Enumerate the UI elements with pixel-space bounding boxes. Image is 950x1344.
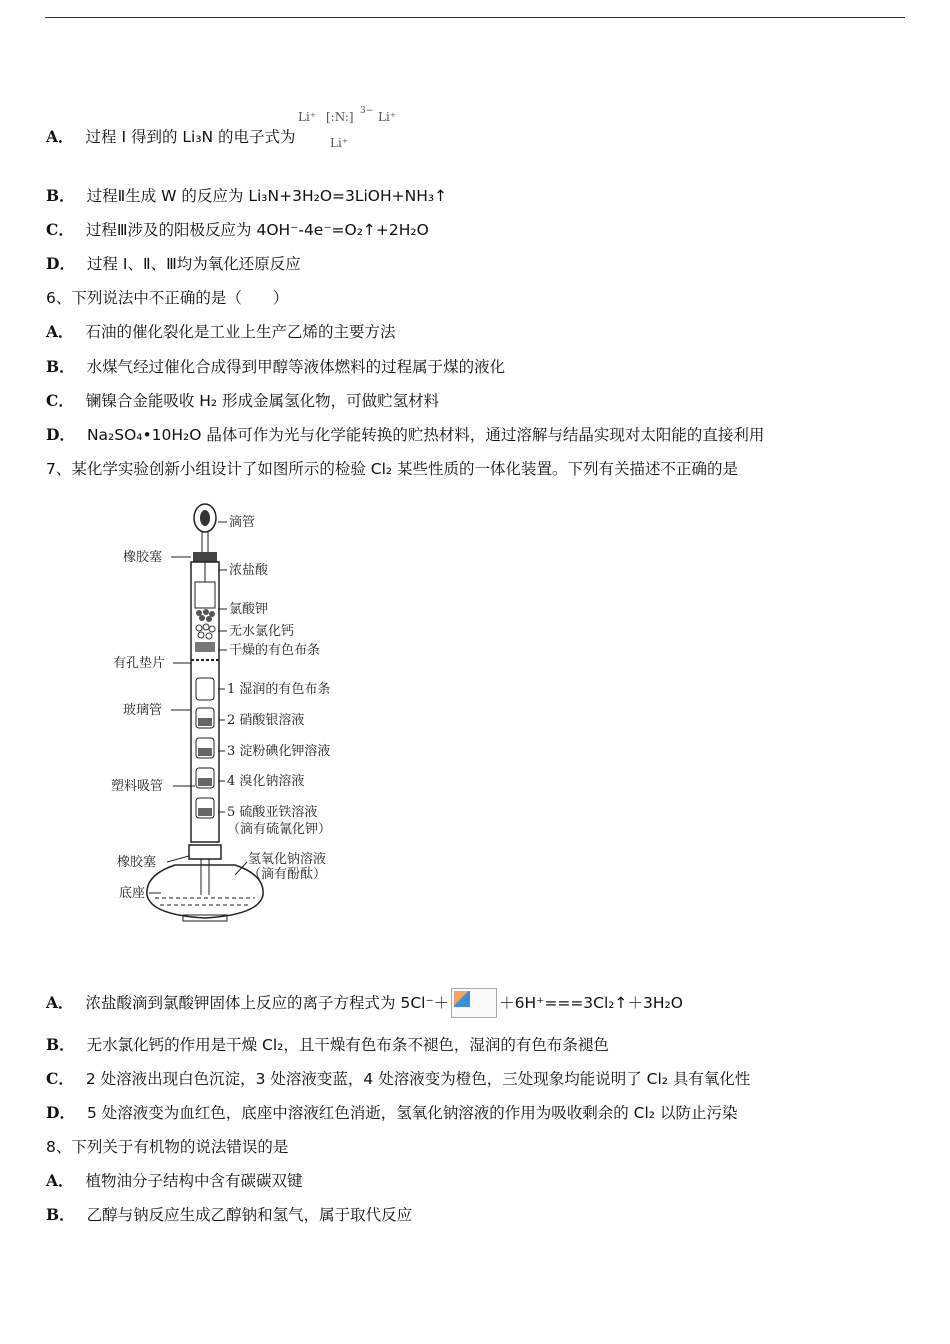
option-label: A． <box>46 322 74 341</box>
option-label: C． <box>46 391 74 410</box>
label-wet-cloth: 1 湿润的有色布条 <box>227 682 331 697</box>
option-text: 过程Ⅱ生成 W 的反应为 Li₃N+3H₂O=3LiOH+NH₃↑ <box>86 187 448 205</box>
chlorine-apparatus-figure <box>105 500 365 930</box>
option-text: 过程Ⅲ涉及的阳极反应为 4OH⁻-4e⁻=O₂↑+2H₂O <box>85 221 429 239</box>
header-rule <box>45 17 905 18</box>
q5-option-b <box>46 186 447 206</box>
label-naoh: 氢氧化钠溶液 <box>248 852 327 867</box>
q7-option-c <box>46 1069 750 1089</box>
option-label: B． <box>46 1205 75 1224</box>
label-feso4: 5 硫酸亚铁溶液 <box>227 805 318 820</box>
q8-option-b <box>46 1205 412 1225</box>
option-text-part2: ＋6H⁺===3Cl₂↑＋3H₂O <box>499 994 683 1012</box>
kclo3-granules <box>196 609 215 622</box>
q8-stem <box>46 1137 288 1157</box>
q7-option-d <box>46 1103 737 1123</box>
label-nabr: 4 溴化钠溶液 <box>227 774 305 789</box>
label-rubber-stopper-bottom: 橡胶塞 <box>117 855 157 870</box>
bottom-stopper <box>189 845 221 859</box>
label-dropper: 滴管 <box>229 515 256 530</box>
label-plastic-straw: 塑料吸管 <box>111 779 164 794</box>
option-text: 过程 I、Ⅱ、Ⅲ均为氧化还原反应 <box>86 255 301 273</box>
q6-option-b <box>46 357 505 377</box>
option-text: 无水氯化钙的作用是干燥 Cl₂，且干燥有色布条不褪色，湿润的有色布条褪色 <box>86 1036 609 1054</box>
question-stem: 7、某化学实验创新小组设计了如图所示的检验 Cl₂ 某些性质的一体化装置。下列有关描述不正确的是 <box>46 460 739 478</box>
q5-option-c <box>46 220 429 240</box>
label-perforated-pad: 有孔垫片 <box>113 656 166 671</box>
q7-option-a <box>46 988 683 1018</box>
option-text-part1: 浓盐酸滴到氯酸钾固体上反应的离子方程式为 5Cl⁻＋ <box>85 994 450 1012</box>
option-text: 镧镍合金能吸收 H₂ 形成金属氢化物，可做贮氢材料 <box>85 392 440 410</box>
option-label: D． <box>46 1103 75 1122</box>
q5-option-d <box>46 254 301 274</box>
option-text: 2 处溶液出现白色沉淀，3 处溶液变蓝，4 处溶液变为橙色，三处现象均能说明了 Cl₂ 具有氧化性 <box>85 1070 751 1088</box>
label-conc-hcl: 浓盐酸 <box>229 563 269 578</box>
option-label: C． <box>46 1069 74 1088</box>
label-base: 底座 <box>119 886 146 901</box>
q6-option-d <box>46 425 764 445</box>
label-rubber-stopper-top: 橡胶塞 <box>123 550 163 565</box>
option-label: D． <box>46 254 75 273</box>
q8-option-a <box>46 1171 303 1191</box>
base-flask <box>147 865 263 918</box>
option-text: 过程 I 得到的 Li₃N 的电子式为 <box>85 128 296 146</box>
option-label: B． <box>46 186 75 205</box>
question-stem: 8、下列关于有机物的说法错误的是 <box>46 1138 289 1156</box>
formula-li-bottom: Li⁺ <box>330 136 349 150</box>
question-stem: 6、下列说法中不正确的是（ ） <box>46 289 289 307</box>
option-label: D． <box>46 425 75 444</box>
option-text: 植物油分子结构中含有碳碳双键 <box>85 1172 303 1190</box>
option-text: 乙醇与钠反应生成乙醇钠和氢气，属于取代反应 <box>86 1206 413 1224</box>
cacl2-granules <box>196 624 215 639</box>
label-dry-cloth: 干燥的有色布条 <box>229 643 321 658</box>
label-glass-tube: 玻璃管 <box>123 703 163 718</box>
dropper-stem <box>202 532 208 554</box>
option-label: B． <box>46 1035 75 1054</box>
cup-liquids <box>198 718 212 816</box>
dropper-bulb-inner <box>200 510 210 526</box>
option-label: B． <box>46 357 75 376</box>
acid-region <box>195 582 215 608</box>
label-kscn-note: （滴有硫氰化钾） <box>227 822 332 837</box>
q5-option-a <box>46 127 296 147</box>
q6-option-a <box>46 322 396 342</box>
option-label: A． <box>46 127 74 146</box>
q7-stem <box>46 459 738 479</box>
formula-n-bracket: [:N:] <box>326 110 354 124</box>
top-stopper <box>193 552 217 562</box>
option-text: 5 处溶液变为血红色，底座中溶液红色消逝，氢氧化钠溶液的作用为吸收剩余的 Cl₂ 以防止污染 <box>86 1104 738 1122</box>
label-phenolphthalein-note: （滴有酚酞） <box>248 867 327 882</box>
option-text: Na₂SO₄•10H₂O 晶体可作为光与化学能转换的贮热材料，通过溶解与结晶实现对太阳能的直接利用 <box>86 426 765 444</box>
formula-li-left: Li⁺ <box>298 110 317 124</box>
broken-image-icon <box>451 988 497 1018</box>
label-agno3: 2 硝酸银溶液 <box>227 713 305 728</box>
option-label: A． <box>46 993 74 1012</box>
formula-li-right: Li⁺ <box>378 110 397 124</box>
label-cacl2: 无水氯化钙 <box>229 624 295 639</box>
option-text: 石油的催化裂化是工业上生产乙烯的主要方法 <box>85 323 396 341</box>
dry-cloth <box>195 642 215 652</box>
q6-stem <box>46 288 288 308</box>
option-text: 水煤气经过催化合成得到甲醇等液体燃料的过程属于煤的液化 <box>86 358 506 376</box>
q6-option-c <box>46 391 439 411</box>
q7-option-b <box>46 1035 609 1055</box>
label-ki-starch: 3 淀粉碘化钾溶液 <box>227 744 331 759</box>
label-kclo3: 氯酸钾 <box>229 602 269 617</box>
option-label: A． <box>46 1171 74 1190</box>
li3n-electron-formula <box>298 106 408 156</box>
option-label: C． <box>46 220 74 239</box>
formula-charge: 3− <box>360 106 374 116</box>
